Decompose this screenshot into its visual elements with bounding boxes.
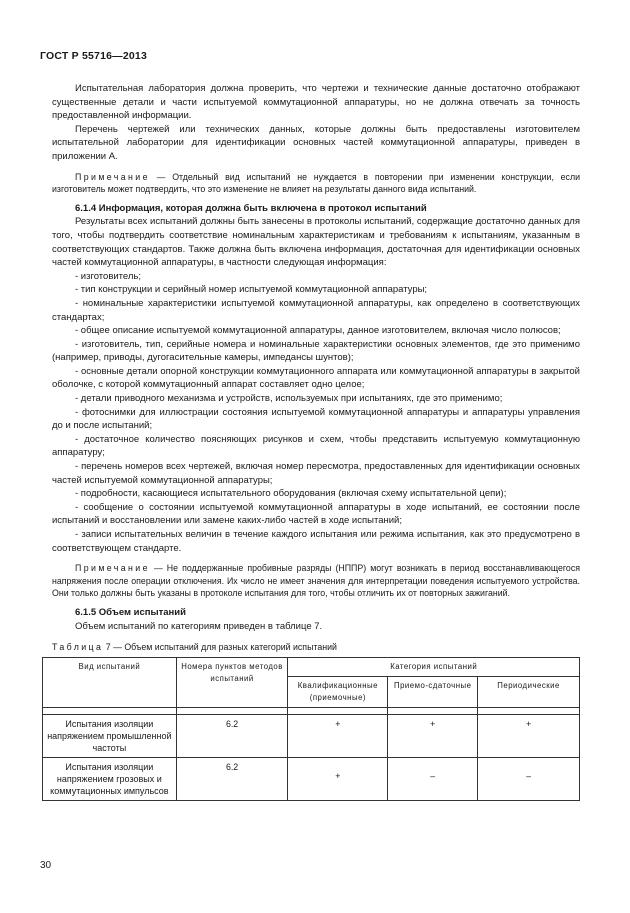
paragraph: Объем испытаний по категориям приведен в таблице 7. [75,620,323,632]
table-row [43,758,580,801]
header-clause-numbers: Номера пунктов методов испытаний [176,658,288,708]
list-item: - изготовитель, тип, серийные номера и номинальные характеристики основных элементов, где это применимо (например, приводы, дугогасительные камеры, импедансы шунтов); [52,338,580,364]
list-item: - достаточное количество поясняющих рисунков и схем, чтобы представить испытуемую коммутационную аппаратуру; [52,433,580,459]
cell-clause: 6.2 [176,758,288,801]
header-qualification: Квалификационные (приемочные) [288,677,388,708]
note [52,171,580,196]
cell-periodic: – [478,758,580,801]
note-text: — Не поддержанные пробивные разряды (НППР) могут возникать в период восстанавливающегося напряжения после операции отключения. Их число не имеет значения для интерпретации поведения испытуемого устройства. Они только должны быть указаны в протоколе испытания для того, чтобы отличить их от повторных зажиганий. [52,563,580,599]
list-item: - перечень номеров всех чертежей, включая номер пересмотра, предоставленных для идентификации основных частей испытуемой коммутационной аппаратуры; [52,461,580,486]
list-item: - номинальные характеристики испытуемой коммутационной аппаратуры, как определено в соответствующих стандартах; [52,297,580,323]
document-header: ГОСТ Р 55716—2013 [40,50,148,62]
list-item: - сообщение о состоянии испытуемой коммутационной аппаратуры в ходе испытаний, ее состоянии после испытаний и восстановлении или замене каких-либо частей в ходе испытаний; [52,501,580,527]
header-test-type: Вид испытаний [43,658,177,708]
list-item: - основные детали опорной конструкции коммутационного аппарата или коммутационной аппаратуры в закрытой оболочке, с которой коммутационный аппарат составляет одно целое; [52,365,580,391]
paragraph: Результаты всех испытаний должны быть занесены в протоколы испытаний, содержащие достаточно данных для того, чтобы подтвердить соответствие номинальным характеристикам и требованиям к испытаниям, указанным в соответствующих стандартов. Также должна быть включена информация, достаточная для идентификации основных частей коммутационной аппаратуры, в частности следующая информация: [52,216,580,269]
list-item: - подробности, касающиеся испытательного оборудования (включая схему испытательной цепи); [75,488,507,500]
note-label: Примечание [75,171,150,182]
cell-test-type: Испытания изоляции напряжением промышленной частоты [43,715,177,758]
table-caption-text: 7 — Объем испытаний для разных категорий испытаний [103,642,337,653]
table-row [43,715,580,758]
table-caption-label: Таблица [52,642,104,653]
section-heading: 6.1.5 Объем испытаний [75,606,186,618]
test-scope-table [42,657,580,801]
paragraph: Перечень чертежей или технических данных, которые должны быть предоставлены изготовителем испытательной лаборатории для идентификации основных частей коммутационной аппаратуры, приведен в приложении А. [52,123,580,162]
section-heading: 6.1.4 Информация, которая должна быть включена в протокол испытаний [75,202,427,214]
cell-acceptance: + [388,715,478,758]
list-item: - фотоснимки для иллюстрации состояния испытуемой коммутационной аппаратуры и аппаратуры управления до и после испытаний; [52,406,580,432]
list-item: - детали приводного механизма и устройств, используемых при испытаниях, где это применимо; [75,393,503,405]
cell-clause: 6.2 [176,715,288,758]
cell-acceptance: – [388,758,478,801]
note-label: Примечание [75,563,150,574]
table-spacer-row [43,708,580,715]
cell-test-type: Испытания изоляции напряжением грозовых и коммутационных импульсов [43,758,177,801]
table-caption [52,641,580,653]
cell-qualification: + [288,715,388,758]
header-periodic: Периодические [478,677,580,708]
list-item: - изготовитель; [75,270,142,282]
list-item: - записи испытательных величин в течение каждого испытания или режима испытания, как это предусмотрено в соответствующем стандарте. [52,529,580,554]
page-body [47,82,580,801]
note-text: — Отдельный вид испытаний не нуждается в повторении при изменении конструкции, если изготовитель может подтвердить, что это изменение не влияет на результаты данного вида испытаний. [52,171,580,195]
note [52,562,580,600]
list-item: - тип конструкции и серийный номер испытуемой коммутационной аппаратуры; [75,284,428,296]
paragraph: Испытательная лаборатория должна проверить, что чертежи и технические данные достаточно отображают существенные детали и части испытуемой коммутационной аппаратуры, но не должна отвечать за точность предоставленной информации. [52,83,580,122]
cell-qualification: + [288,758,388,801]
list-item: - общее описание испытуемой коммутационной аппаратуры, данное изготовителем, включая число полюсов; [75,325,561,337]
page-number: 30 [40,860,52,871]
cell-periodic: + [478,715,580,758]
header-acceptance: Приемо-сдаточные [388,677,478,708]
header-test-category: Категория испытаний [288,658,580,677]
